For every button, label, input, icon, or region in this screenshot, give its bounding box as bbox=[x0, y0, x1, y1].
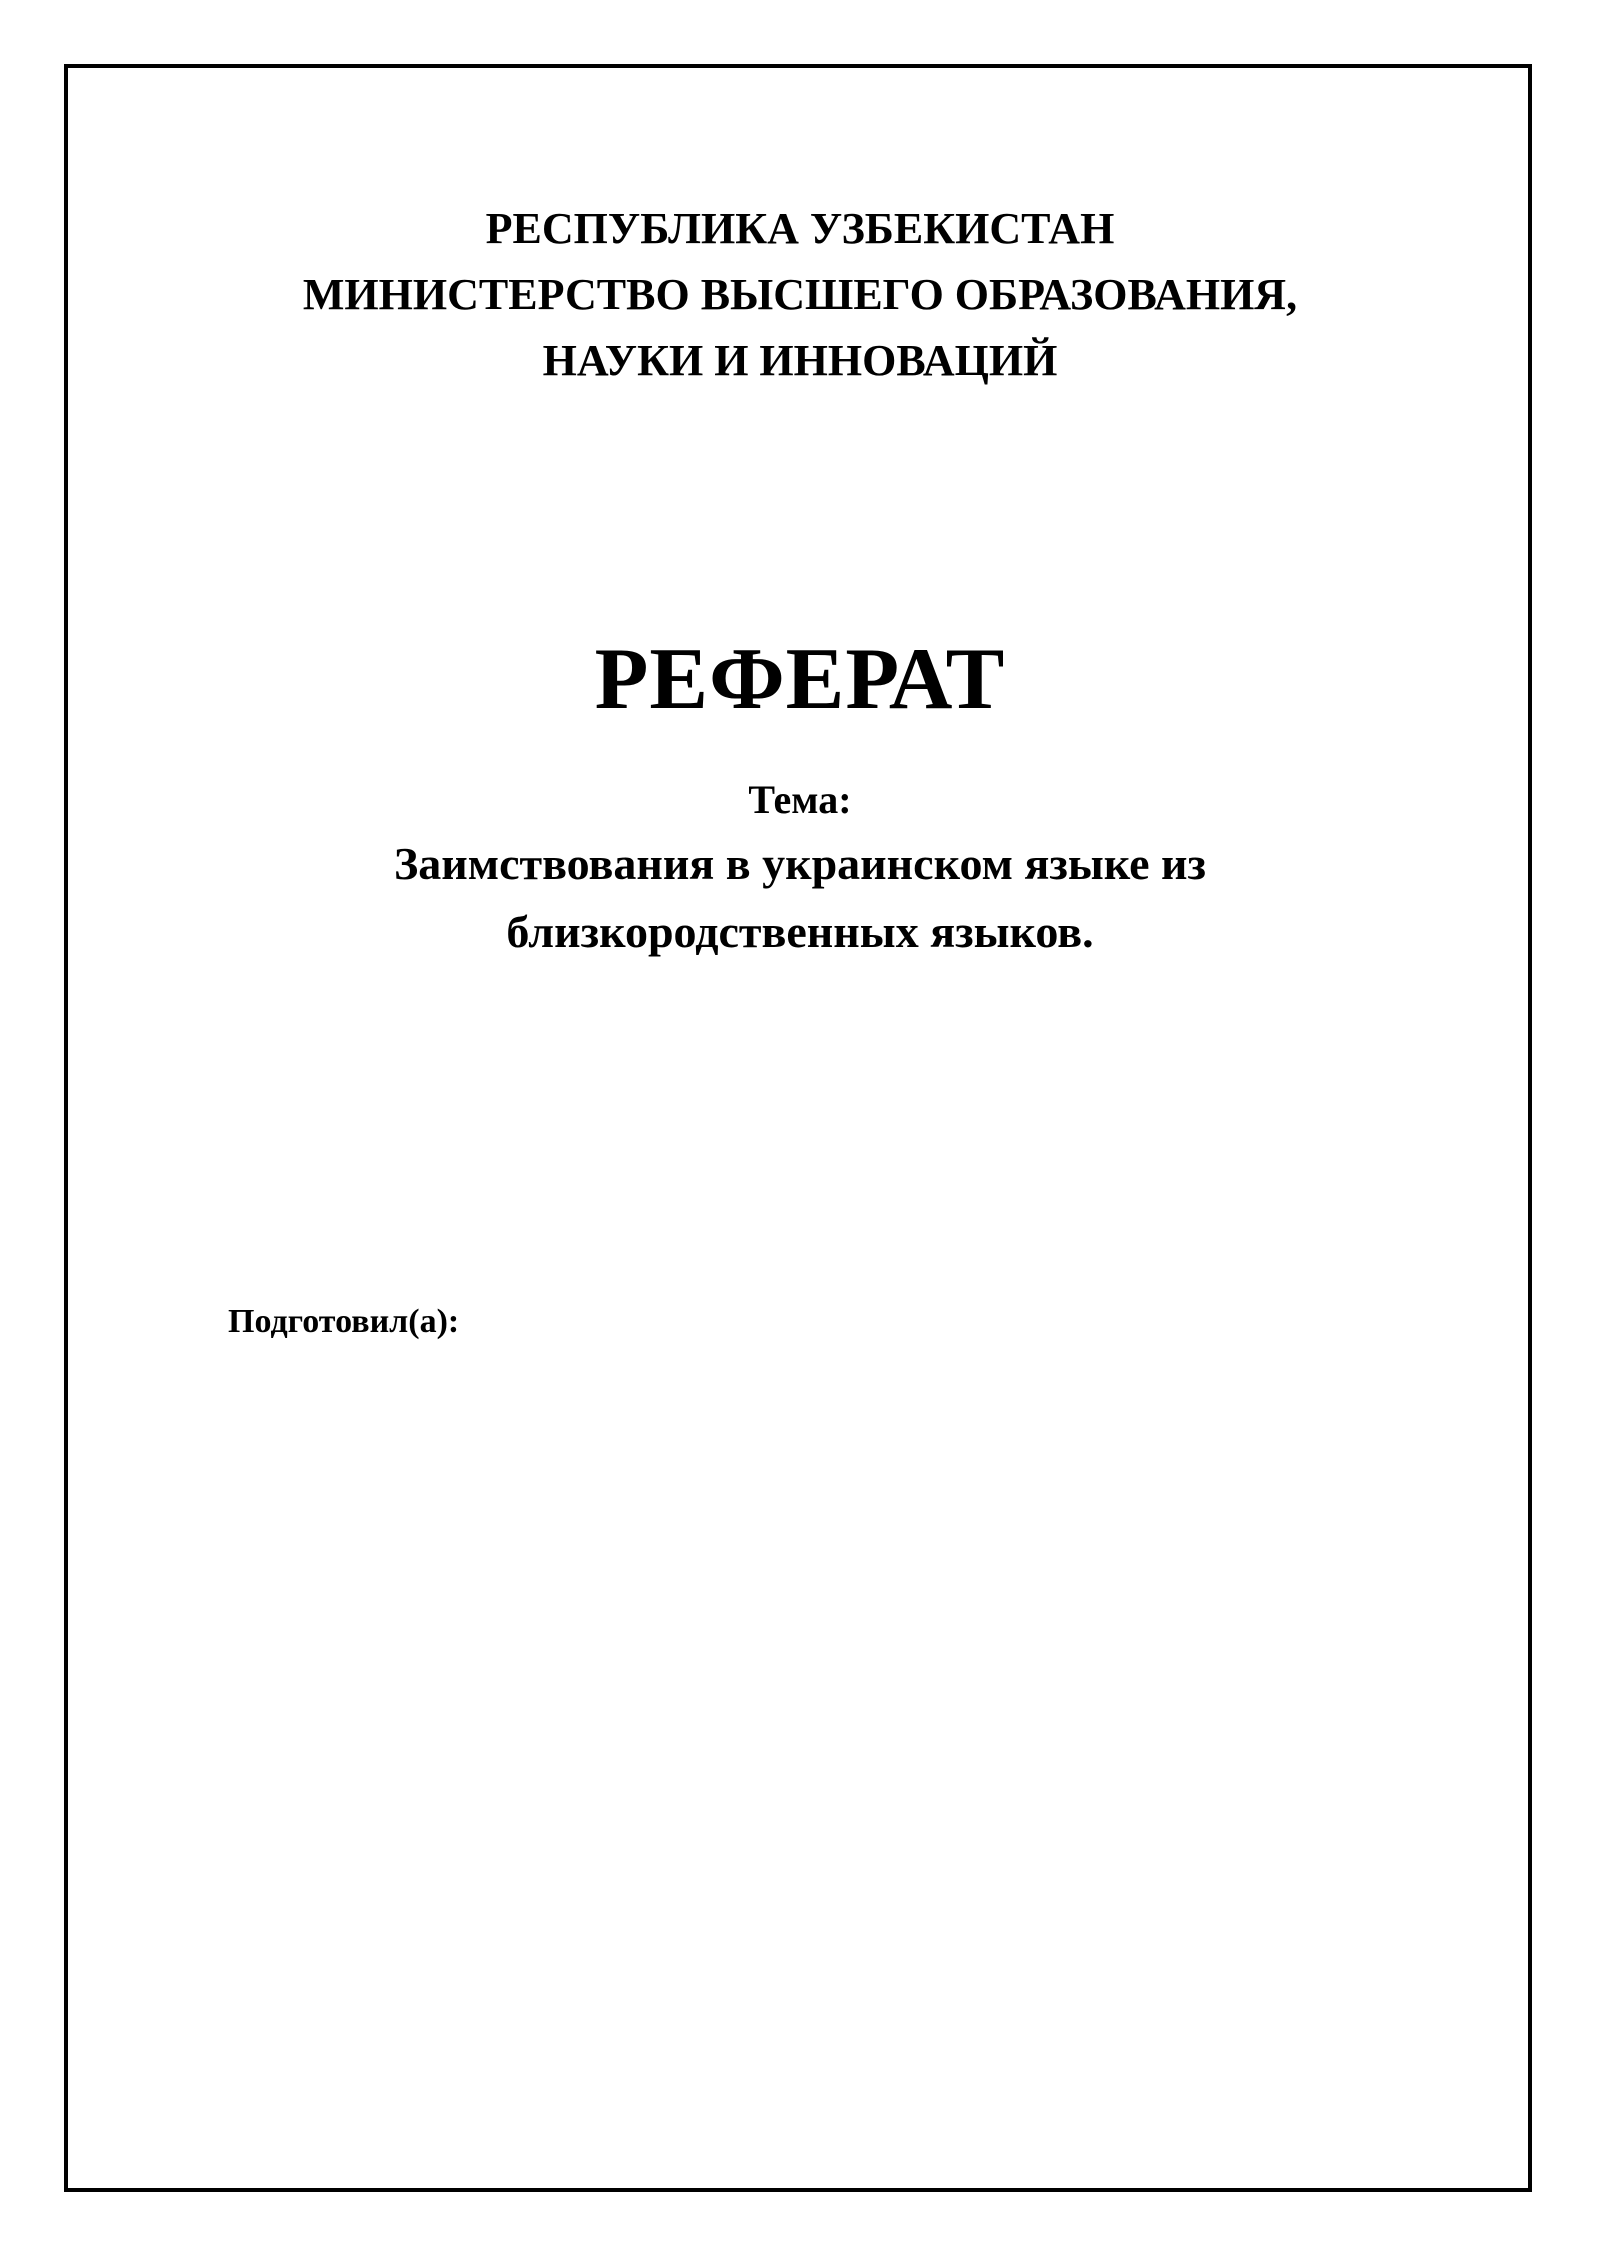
topic-text bbox=[0, 830, 1600, 966]
document-title: РЕФЕРАТ bbox=[594, 631, 1006, 728]
institution-header bbox=[0, 196, 1600, 394]
prepared-by-label: Подготовил(а): bbox=[228, 1303, 460, 1340]
topic-line-1: Заимствования в украинском языке из bbox=[393, 838, 1206, 889]
header-line-ministry-continued: НАУКИ И ИННОВАЦИЙ bbox=[542, 336, 1058, 385]
topic-label: Тема: bbox=[748, 777, 852, 822]
topic-line-2: близкородственных языков. bbox=[506, 906, 1094, 957]
header-line-ministry: МИНИСТЕРСТВО ВЫСШЕГО ОБРАЗОВАНИЯ, bbox=[302, 270, 1298, 319]
header-line-country: РЕСПУБЛИКА УЗБЕКИСТАН bbox=[485, 204, 1115, 253]
